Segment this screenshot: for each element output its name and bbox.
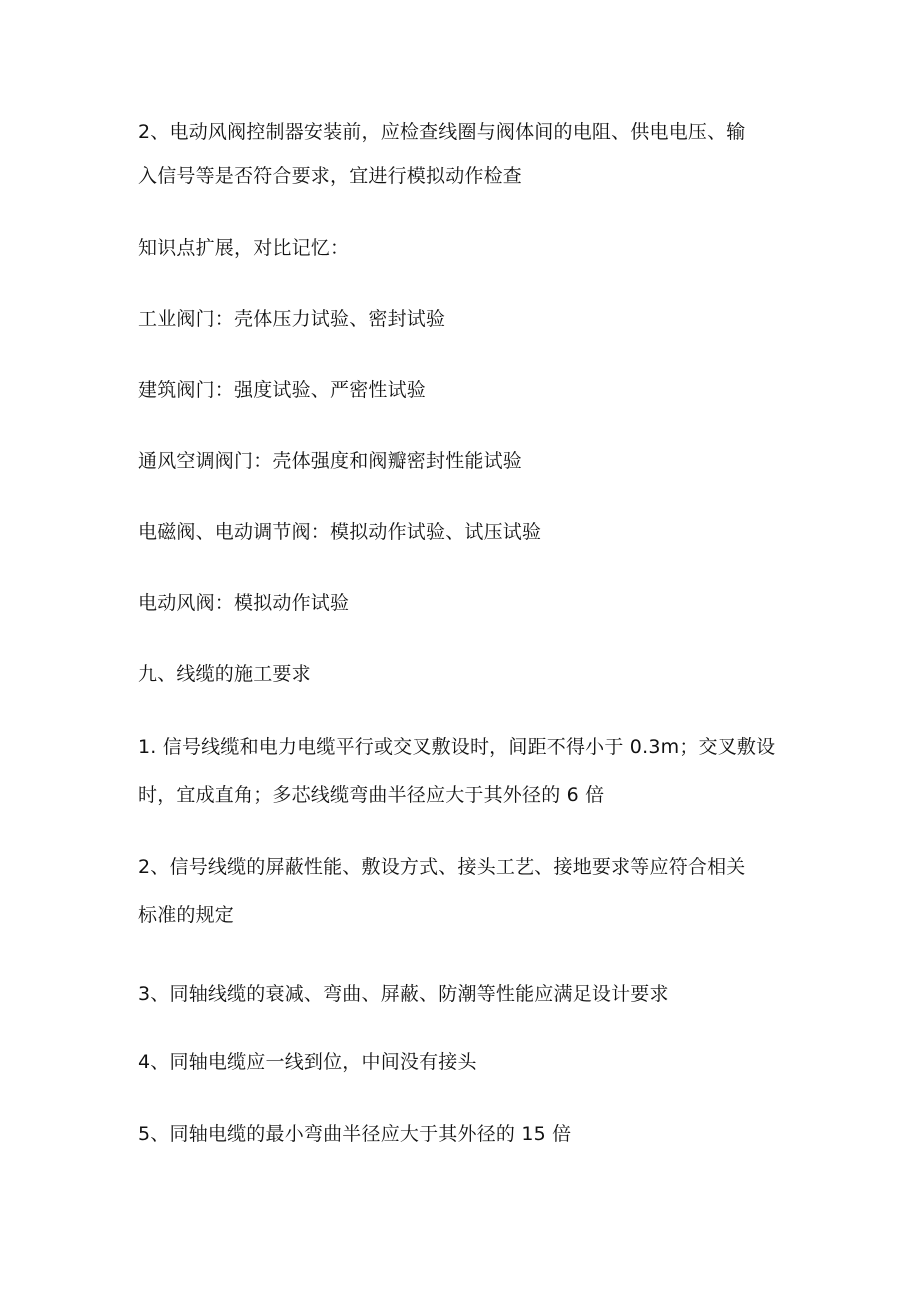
paragraph-line: 2、信号线缆的屏蔽性能、敷设方式、接头工艺、接地要求等应符合相关 bbox=[138, 856, 746, 878]
paragraph-line: 工业阀门：壳体压力试验、密封试验 bbox=[138, 308, 446, 330]
paragraph-line: 4、同轴电缆应一线到位，中间没有接头 bbox=[138, 1051, 477, 1073]
paragraph-line: 建筑阀门：强度试验、严密性试验 bbox=[138, 379, 427, 401]
paragraph-line: 5、同轴电缆的最小弯曲半径应大于其外径的 15 倍 bbox=[138, 1123, 572, 1145]
paragraph-line: 时，宜成直角；多芯线缆弯曲半径应大于其外径的 6 倍 bbox=[138, 784, 605, 806]
paragraph-line: 通风空调阀门：壳体强度和阀瓣密封性能试验 bbox=[138, 450, 523, 472]
paragraph-line: 标准的规定 bbox=[138, 904, 235, 926]
paragraph-line: 3、同轴线缆的衰减、弯曲、屏蔽、防潮等性能应满足设计要求 bbox=[138, 983, 669, 1005]
paragraph-line: 电磁阀、电动调节阀：模拟动作试验、试压试验 bbox=[138, 521, 542, 543]
paragraph-line: 2、电动风阀控制器安装前，应检查线圈与阀体间的电阻、供电电压、输 bbox=[138, 121, 746, 143]
paragraph-line: 电动风阀：模拟动作试验 bbox=[138, 592, 350, 614]
section-heading: 九、线缆的施工要求 bbox=[138, 663, 311, 685]
paragraph-line: 入信号等是否符合要求，宜进行模拟动作检查 bbox=[138, 165, 523, 187]
paragraph-line: 1. 信号线缆和电力电缆平行或交叉敷设时，间距不得小于 0.3m；交叉敷设 bbox=[138, 736, 776, 758]
paragraph-line: 知识点扩展，对比记忆： bbox=[138, 237, 350, 259]
